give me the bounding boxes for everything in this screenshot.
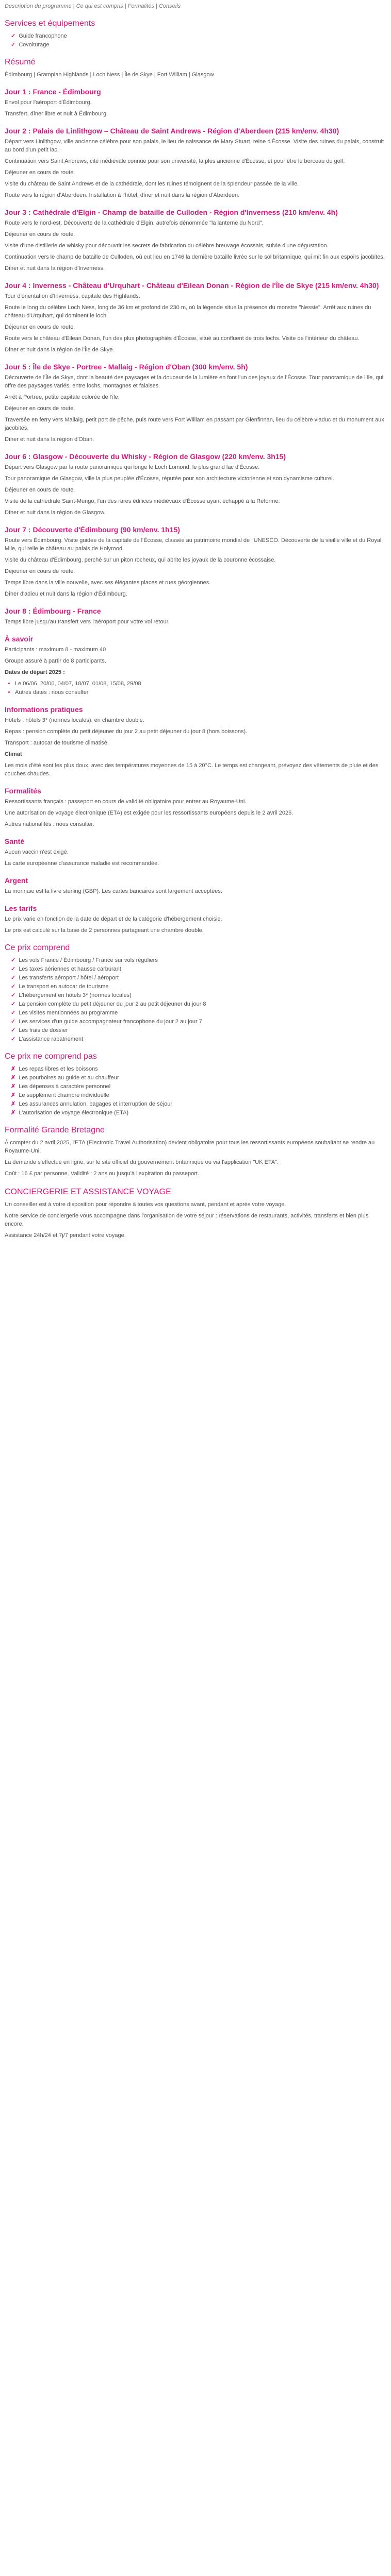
formal-title: Formalités [5,787,41,795]
day-paragraph: Déjeuner en cours de route. [5,487,75,493]
pricing-line: Le prix varie en fonction de la date de départ et de la catégorie d'hébergement choisie. [5,916,222,922]
not-included-item: ✗ Le supplément chambre individuelle [11,1091,386,1099]
uk-formality-paragraph: Coût : 16 £ par personne. Validité : 2 ans ou jusqu'à l'expiration du passeport. [5,1171,200,1177]
day-paragraph: Arrêt à Portree, petite capitale colorée de l'île. [5,394,120,400]
page-root [0,0,391,1250]
day-paragraph: Route vers le château d'Eilean Donan, l'un des plus photographiés d'Écosse, situé au confluent de trois lochs. Visite de l'intérieur du château. [5,335,360,342]
day-paragraph: Dîner et nuit dans la région de Glasgow. [5,510,106,516]
included-item: ✓ L'assistance rapatriement [11,1035,386,1043]
day-title: Jour 1 : France - Édimbourg [5,88,101,96]
climate-text: Les mois d'été sont les plus doux, avec des températures moyennes de 15 à 20°C. Le temps est changeant, prévoyez des vêtements de pluie et des couches chaudes. [5,762,379,777]
included-item: ✓ La pension complète du petit déjeuner du jour 2 au petit déjeuner du jour 8 [11,1000,386,1008]
practical-line: Hôtels : hôtels 3* (normes locales), en chambre double. [5,717,144,723]
included-item: ✓ Les services d'un guide accompagnateur francophone du jour 2 au jour 7 [11,1018,386,1026]
formal-line: Ressortissants français : passeport en cours de validité obligatoire pour entrer au Royaume-Uni. [5,799,247,805]
day-paragraph: Temps libre jusqu'au transfert vers l'aéroport pour votre vol retour. [5,619,170,625]
intro-lead: Description du programme | Ce qui est compris | Formalités | Conseils [5,3,181,9]
day-paragraph: Découverte de l'Île de Skye, dont la beauté des paysages et la douceur de la lumière en font l'un des joyaux de l'Écosse. Tour panoramique de l'île, qui offre des paysages variés, entre lochs, montagnes et falaises. [5,375,384,389]
practical-line: Transport : autocar de tourisme climatisé. [5,740,109,746]
notice-paragraph: Participants : maximum 8 - maximum 40 [5,647,106,653]
notice-date-item: • Le 06/06, 20/06, 04/07, 18/07, 01/08, 15/08, 29/08 [15,680,386,688]
day-paragraph: Déjeuner en cours de route. [5,324,75,330]
uk-formality-paragraph: La demande s'effectue en ligne, sur le site officiel du gouvernement britannique ou via l'application "UK ETA". [5,1159,279,1165]
day-paragraph: Dîner et nuit dans la région de l'Île de Skye. [5,347,115,353]
day-paragraph: Continuation vers Saint Andrews, cité médiévale connue pour son université, la plus ancienne d'Écosse, et pour être le berceau du golf. [5,158,345,164]
day-paragraph: Envol pour l'aéroport d'Édimbourg. [5,99,92,106]
day-paragraph: Dîner d'adieu et nuit dans la région d'Édimbourg. [5,591,127,597]
notice-dates-label: Dates de départ 2025 : [5,669,65,675]
notice-dates-list [5,680,386,697]
services-item: ✓ Covoiturage [11,41,386,49]
day-paragraph: Déjeuner en cours de route. [5,405,75,412]
included-item: ✓ Le transport en autocar de tourisme [11,982,386,991]
day-paragraph: Temps libre dans la ville nouvelle, avec ses élégantes places et rues géorgiennes. [5,580,211,586]
uk-formality-paragraph: À compter du 2 avril 2025, l'ETA (Electronic Travel Authorisation) devient obligatoire pour tous les ressortissants européens souhaitant se rendre au Royaume-Uni. [5,1140,375,1154]
money-line: La monnaie est la livre sterling (GBP). Les cartes bancaires sont largement acceptées. [5,888,222,894]
summary-line: Édimbourg | Grampian Highlands | Loch Ness | Île de Skye | Fort William | Glasgow [5,72,214,78]
health-line: Aucun vaccin n'est exigé. [5,849,69,855]
assist-title: CONCIERGERIE ET ASSISTANCE VOYAGE [5,1188,171,1196]
day-paragraph: Départ vers Glasgow par la route panoramique qui longe le Loch Lomond, le plus grand lac d'Écosse. [5,464,260,470]
climate-label: Climat [5,751,22,757]
day-paragraph: Départ vers Linlithgow, ville ancienne célèbre pour son palais, le lieu de naissance de Mary Stuart, reine d'Écosse. Visite des ruines du palais, construit au bord d'un petit lac. [5,139,384,153]
formal-line: Autres nationalités : nous consulter. [5,821,94,827]
day-paragraph: Tour d'orientation d'Inverness, capitale des Highlands. [5,293,140,299]
day-paragraph: Route vers le nord-est. Découverte de la cathédrale d'Elgin, autrefois dénommée "la lanterne du Nord". [5,220,264,226]
day-paragraph: Visite du château de Saint Andrews et de la cathédrale, dont les ruines témoignent de la splendeur passée de la ville. [5,181,299,187]
day-title: Jour 3 : Cathédrale d'Elgin - Champ de bataille de Culloden - Région d'Inverness (210 km/env. 4h) [5,208,338,216]
not-included-title: Ce prix ne comprend pas [5,1052,97,1061]
not-included-item: ✗ Les assurances annulation, bagages et interruption de séjour [11,1100,386,1108]
notice-paragraph: Groupe assuré à partir de 8 participants. [5,658,106,664]
uk-formality-title: Formalité Grande Bretagne [5,1126,105,1134]
day-paragraph: Dîner et nuit dans la région d'Inverness. [5,265,105,272]
notice-date-item: • Autres dates : nous consulter [15,688,386,697]
assist-paragraph: Notre service de conciergerie vous accompagne dans l'organisation de votre séjour : réservations de restaurants, activités, transferts et bien plus encore. [5,1213,369,1227]
included-list [5,956,386,1043]
pricing-title: Les tarifs [5,904,37,912]
money-title: Argent [5,876,28,885]
practical-line: Repas : pension complète du petit déjeuner du jour 2 au petit déjeuner du jour 8 (hors boissons). [5,728,248,735]
day-title: Jour 6 : Glasgow - Découverte du Whisky - Région de Glasgow (220 km/env. 3h15) [5,452,286,461]
included-item: ✓ Les transferts aéroport / hôtel / aéroport [11,974,386,982]
day-paragraph: Visite du château d'Édimbourg, perché sur un piton rocheux, qui abrite les joyaux de la couronne écossaise. [5,557,276,563]
included-item: ✓ L'hébergement en hôtels 3* (normes locales) [11,991,386,999]
pricing-line: Le prix est calculé sur la base de 2 personnes partageant une chambre double. [5,927,204,934]
day-paragraph: Transfert, dîner libre et nuit à Édimbourg. [5,111,108,117]
day-title: Jour 2 : Palais de Linlithgow – Château de Saint Andrews - Région d'Aberdeen (215 km/env. 4h30) [5,127,339,135]
day-paragraph: Déjeuner en cours de route. [5,568,75,574]
day-paragraph: Tour panoramique de Glasgow, ville la plus peuplée d'Écosse, réputée pour son architecture victorienne et son dynamisme culturel. [5,476,334,482]
day-paragraph: Route le long du célèbre Loch Ness, long de 36 km et profond de 230 m, où la légende situe la présence du monstre "Nessie". Arrêt aux ruines du château d'Urquhart, qui dominent le loch. [5,304,371,319]
practical-title: Informations pratiques [5,705,83,714]
day-paragraph: Visite d'une distillerie de whisky pour découvrir les secrets de fabrication du célèbre breuvage écossais, suivie d'une dégustation. [5,243,329,249]
day-paragraph: Traversée en ferry vers Mallaig, petit port de pêche, puis route vers Fort William en passant par Glenfinnan, lieu du célèbre viaduc et du monument aux jacobites. [5,417,384,431]
not-included-item: ✗ Les pourboires au guide et au chauffeur [11,1074,386,1082]
services-item: ✓ Guide francophone [11,32,386,40]
day-paragraph: Route vers Édimbourg. Visite guidée de la capitale de l'Écosse, classée au patrimoine mondial de l'UNESCO. Découverte de la vieille ville et du Royal Mile, qui relie le château au palais de Holyrood. [5,537,382,552]
assist-paragraph: Un conseiller est à votre disposition pour répondre à toutes vos questions avant, pendant et après votre voyage. [5,1201,286,1208]
services-list [5,32,386,49]
day-paragraph: Déjeuner en cours de route. [5,231,75,238]
health-line: La carte européenne d'assurance maladie est recommandée. [5,860,159,867]
included-item: ✓ Les taxes aériennes et hausse carburant [11,965,386,973]
day-paragraph: Visite de la cathédrale Saint-Mungo, l'un des rares édifices médiévaux d'Écosse ayant échappé à la Réforme. [5,498,280,504]
assist-paragraph: Assistance 24h/24 et 7j/7 pendant votre voyage. [5,1232,126,1239]
notice-title: À savoir [5,635,34,643]
included-item: ✓ Les frais de dossier [11,1026,386,1035]
day-paragraph: Continuation vers le champ de bataille de Culloden, où eut lieu en 1746 la dernière bataille livrée sur le sol britannique, qui mit fin aux espoirs jacobites. [5,254,385,260]
day-title: Jour 8 : Édimbourg - France [5,607,101,615]
day-paragraph: Déjeuner en cours de route. [5,170,75,176]
included-item: ✓ Les visites mentionnées au programme [11,1009,386,1017]
summary-title: Résumé [5,58,36,66]
not-included-item: ✗ Les repas libres et les boissons [11,1065,386,1073]
not-included-list [5,1065,386,1117]
formal-line: Une autorisation de voyage électronique (ETA) est exigée pour les ressortissants européens depuis le 2 avril 2025. [5,810,294,816]
day-paragraph: Route vers la région d'Aberdeen. Installation à l'hôtel, dîner et nuit dans la région d'Aberdeen. [5,192,240,198]
included-title: Ce prix comprend [5,943,70,952]
not-included-item: ✗ Les dépenses à caractère personnel [11,1082,386,1091]
day-title: Jour 7 : Découverte d'Édimbourg (90 km/env. 1h15) [5,526,180,534]
day-title: Jour 4 : Inverness - Château d'Urquhart - Château d'Eilean Donan - Région de l'Île de Skye (215 km/env. 4h30) [5,281,379,290]
day-title: Jour 5 : Île de Skye - Portree - Mallaig - Région d'Oban (300 km/env. 5h) [5,363,248,371]
day-paragraph: Dîner et nuit dans la région d'Oban. [5,436,94,443]
health-title: Santé [5,837,25,845]
included-item: ✓ Les vols France / Édimbourg / France sur vols réguliers [11,956,386,964]
assist-section [5,1187,386,1240]
not-included-item: ✗ L'autorisation de voyage électronique (ETA) [11,1109,386,1117]
services-title: Services et équipements [5,19,95,28]
